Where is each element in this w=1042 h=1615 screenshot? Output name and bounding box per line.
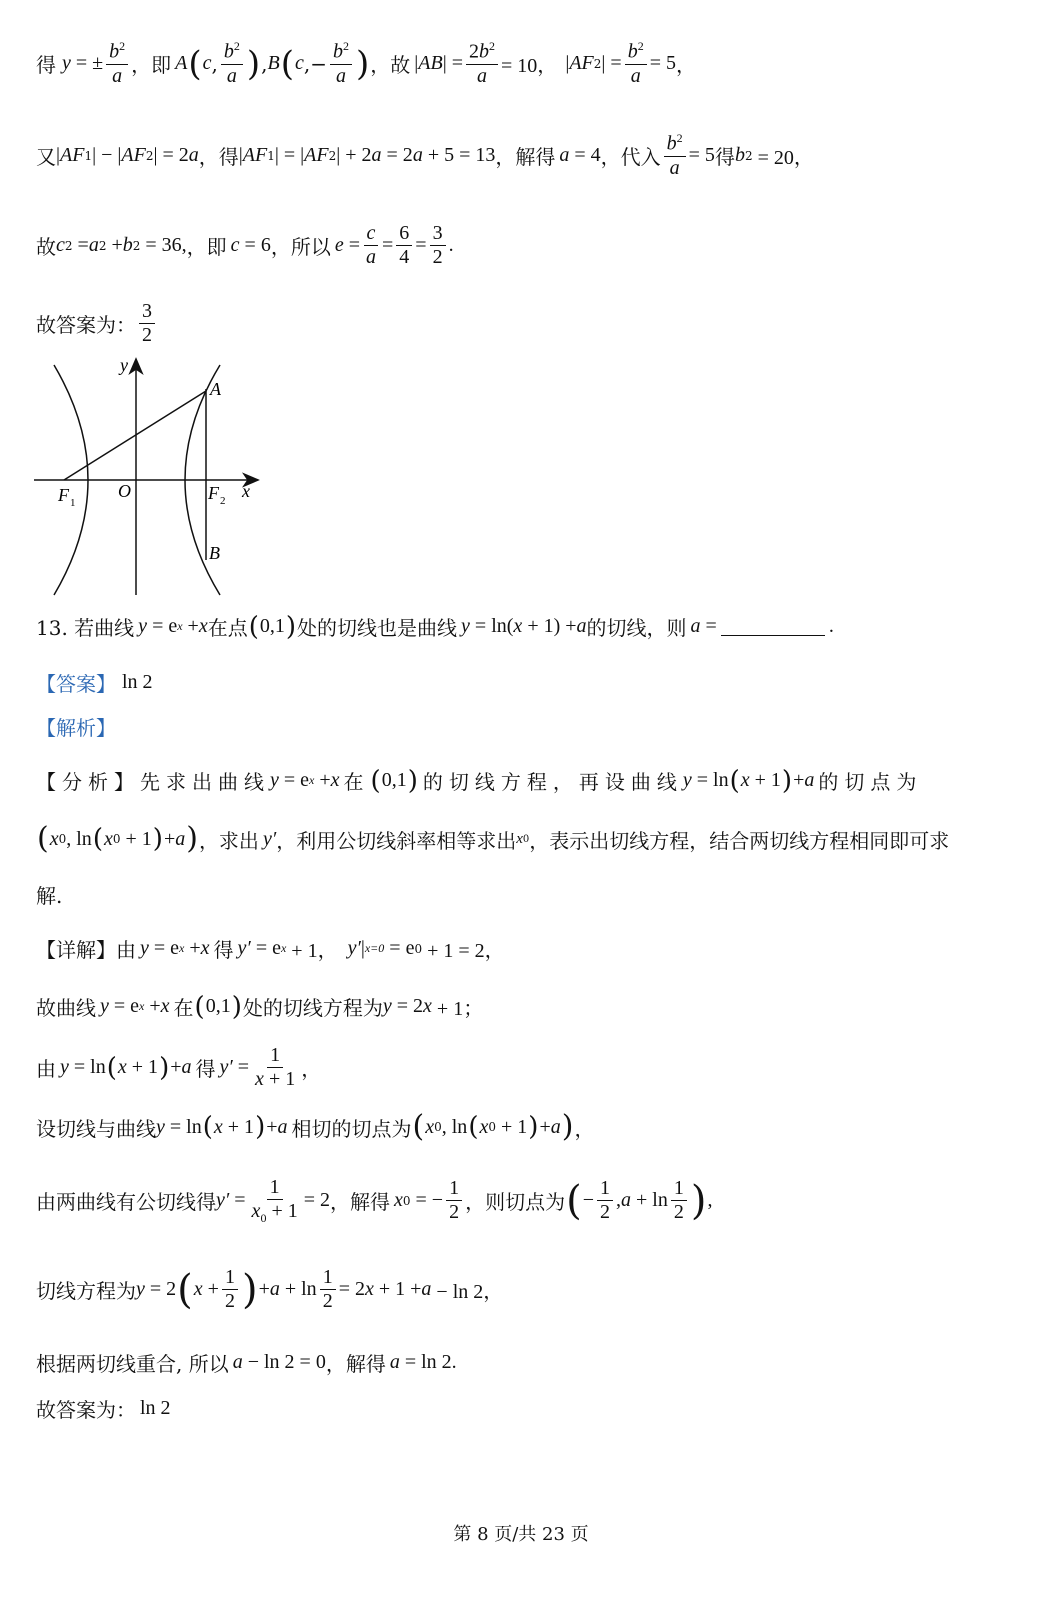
text: ，代入 [600, 145, 661, 170]
text: ，得 [198, 145, 239, 170]
answer-line-12: 故答案为： $\frac{3}{2}$ [36, 300, 158, 347]
text: ，则切点为 [465, 1190, 566, 1215]
label-F2: F [208, 483, 219, 503]
text: 的切点为 [818, 770, 923, 794]
text: ，求出 [198, 828, 259, 853]
text: ，即 [131, 53, 172, 78]
text: 故答案为： [36, 313, 136, 337]
text: 的切线，则 [586, 616, 687, 640]
text: 切线方程为 [36, 1279, 136, 1303]
text: 处的切线方程为 [242, 996, 383, 1020]
solution-line-1: 得 y = ± $\frac{b^2}{a}$ ，即 A ( c , $\frac{b^2}{a}$ ) , B ( c ,− $\frac{b^2}{a}$ ) ，故 | AB | = $\frac{2b^2}{a}$ = 10， | AF 2 | = $\frac{b^2}{a}$ = 5 ， [36, 39, 696, 87]
analysis-line-3 [36, 880, 62, 909]
text: 在点 [207, 616, 248, 640]
answer-tag: 【答案】 [36, 672, 116, 696]
text: 得 [36, 53, 56, 78]
detail-line-2: 故曲线 y = e x + x 在 ( 0,1 ) 处的切线方程为 y = 2 x + 1； [36, 991, 484, 1022]
text: 根据两切线重合, 所以 [36, 1352, 229, 1376]
text: 得 [714, 145, 735, 170]
text: ， [675, 53, 696, 78]
text: ，解得 [325, 1352, 386, 1376]
text: 在 [343, 770, 370, 794]
text: ，利用公切线斜率相等求出 [276, 828, 517, 853]
text: ，所以 [270, 235, 331, 259]
text: 得 [195, 1057, 216, 1081]
answer-blank [721, 617, 825, 636]
detail-line-6: 切线方程为 y = 2 ( x + $\frac{1}{2}$ ) + a + ln $\frac{1}{2}$ = 2 x + 1 + a − ln 2， [36, 1266, 504, 1313]
detail-line-4: 设切线与曲线 y = ln ( x + 1 ) + a 相切的切点为 ( x 0 , ln ( x 0 + 1 ) + a ) ， [36, 1109, 595, 1144]
detail-line-8 [36, 1394, 171, 1423]
line-F1-A [64, 391, 206, 480]
label-A: A [210, 379, 221, 399]
text: 解. [36, 884, 63, 908]
detail-line-5: 由两曲线有公切线得 y′ = $\frac{1}{x_0 + 1}$ = 2 ，解得 x 0 = − $\frac{1}{2}$ ，则切点为 ( − $\frac{1}{2}$ , a + ln $\frac{1}{2}$ ) , [36, 1176, 713, 1225]
text: ，解得 [495, 145, 556, 170]
label-y: y [120, 355, 128, 375]
text: 故 [36, 235, 56, 259]
svg-text:1: 1 [70, 497, 76, 509]
detail-line-7: 根据两切线重合, 所以 a − ln 2 = 0 ，解得 a = ln 2. [36, 1348, 457, 1377]
text: 故曲线 [36, 996, 96, 1020]
text: ，即 [186, 235, 227, 259]
text: 【详解】由 [36, 938, 136, 962]
text: 处的切线也是曲线 [297, 616, 458, 640]
question-13: 13. 若曲线 y = e x + x 在点 ( 0,1 ) 处的切线也是曲线 y = ln( x + 1) + a 的切线，则 a = . [36, 611, 834, 642]
analysis-tag: 【解析】 [36, 716, 116, 740]
text: 的切线方程，再设曲线 [422, 770, 683, 794]
solution-line-3: 故 c 2 = a 2 + b 2 = 36, ，即 c = 6 ，所以 e = $\frac{c}{a}$ = $\frac{6}{4}$ = $\frac{3}{2}$ . [36, 222, 454, 268]
text: 设切线与曲线 [36, 1116, 156, 1141]
label-O: O [118, 481, 131, 501]
label-F1: F [58, 485, 69, 505]
svg-text:2: 2 [220, 495, 226, 507]
analysis-row [36, 712, 116, 741]
text: 又 [36, 145, 56, 170]
text: ，故 [370, 53, 411, 78]
text: 故答案为： [36, 1398, 136, 1422]
label-x: x [242, 481, 250, 501]
text: 得 [213, 938, 234, 962]
text: ，表示出切线方程，结合两切线方程相同即可求 [529, 828, 950, 853]
analysis-line-1: 【分析】先求出曲线 y = e x + x 在 ( 0,1 ) 的切线方程，再设曲线 y = ln ( x + 1 ) + a 的切点为 [36, 765, 923, 796]
detail-line-1: 【详解】由 y = e x + x 得 y′ = e x + 1， y′ | x=0 = e 0 + 1 = 2， [36, 934, 505, 963]
text: 在 [173, 996, 194, 1020]
text: 由两曲线有公切线得 [36, 1190, 216, 1215]
label-B: B [209, 543, 220, 563]
solution-line-2: 又 | AF 1 | − | AF 2 | = 2 a ，得 | AF 1 | = | AF 2 | + 2 a = 2 a + 5 = 13 ，解得 a = 4 ，代入 $\frac{b^2}{a}$ = 5 得 b 2 = 20， [36, 131, 814, 179]
hyperbola-figure [30, 355, 270, 600]
detail-line-3: 由 y = ln ( x + 1 ) + a 得 y′ = $\frac{1}{x + 1}$ ， [36, 1044, 322, 1090]
text: 由 [36, 1057, 56, 1081]
text: 相切的切点为 [291, 1116, 412, 1141]
analysis-line-2: ( x 0 , ln ( x 0 + 1 ) + a ) ，求出 y′ ，利用公切线斜率相等求出 x 0 ，表示出切线方程，结合两切线方程相同即可求 [37, 821, 950, 856]
text: 【分析】先求出曲线 [36, 770, 270, 794]
question-number: 13. 若曲线 [36, 616, 135, 640]
text: ，解得 [330, 1190, 390, 1215]
answer-row [36, 668, 153, 697]
page-footer: 第 8 页/共 23 页 [453, 1524, 589, 1545]
answer-value: ln 2 [122, 671, 153, 693]
final-answer: ln 2 [140, 1397, 171, 1419]
